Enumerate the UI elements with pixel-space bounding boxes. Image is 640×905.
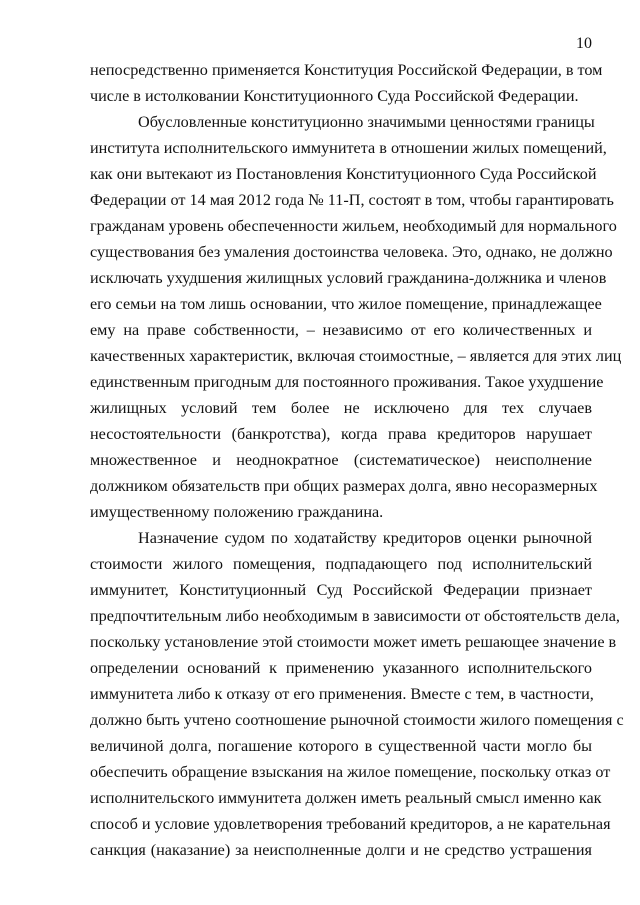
text-line: единственным пригодным для постоянного проживания. Такое ухудшение — [90, 373, 604, 391]
text-line: исключать ухудшения жилищных условий гражданина-должника и членов — [90, 269, 607, 287]
text-line: института исполнительского иммунитета в отношении жилых помещений, — [90, 139, 607, 157]
text-line: стоимости жилого помещения, подпадающего под исполнительский — [90, 555, 592, 573]
text-line: несостоятельности (банкротства), когда права кредиторов нарушает — [90, 425, 592, 443]
text-line: Назначение судом по ходатайству кредиторов оценки рыночной — [138, 529, 592, 547]
page-number: 10 — [576, 35, 592, 52]
text-line: обеспечить обращение взыскания на жилое помещение, поскольку отказ от — [90, 763, 611, 781]
text-line: исполнительского иммунитета должен иметь реальный смысл именно как — [90, 789, 602, 807]
text-line: существования без умаления достоинства человека. Это, однако, не должно — [90, 243, 613, 261]
text-line: Федерации от 14 мая 2012 года № 11-П, состоят в том, чтобы гарантировать — [90, 191, 614, 209]
text-line: гражданам уровень обеспеченности жильем, необходимый для нормального — [90, 217, 617, 235]
text-line: предпочтительным либо необходимым в зависимости от обстоятельств дела, — [90, 607, 620, 625]
text-line: Обусловленные конституционно значимыми ценностями границы — [138, 113, 595, 131]
text-line: иммунитет, Конституционный Суд Российской Федерации признает — [90, 581, 592, 599]
text-line: его семьи на том лишь основании, что жилое помещение, принадлежащее — [90, 295, 602, 313]
text-line: должно быть учтено соотношение рыночной стоимости жилого помещения с — [90, 711, 624, 729]
text-line: имущественному положению гражданина. — [90, 503, 384, 521]
text-line: определении оснований к применению указанного исполнительского — [90, 659, 592, 677]
text-line: величиной долга, погашение которого в существенной части могло бы — [90, 737, 592, 755]
document-body — [90, 57, 624, 863]
text-line: множественное и неоднократное (систематическое) неисполнение — [90, 451, 592, 469]
text-line: числе в истолковании Конституционного Суда Российской Федерации. — [90, 87, 579, 105]
text-line: непосредственно применяется Конституция Российской Федерации, в том — [90, 61, 603, 79]
text-line: ему на праве собственности, – независимо от его количественных и — [90, 321, 592, 339]
text-line: поскольку установление этой стоимости может иметь решающее значение в — [90, 633, 617, 651]
text-line: должником обязательств при общих размерах долга, явно несоразмерных — [90, 477, 598, 495]
text-line: качественных характеристик, включая стоимостные, – является для этих лиц — [90, 347, 622, 365]
text-line: санкция (наказание) за неисполненные долги и не средство устрашения — [90, 841, 592, 859]
text-line: иммунитета либо к отказу от его применения. Вместе с тем, в частности, — [90, 685, 594, 703]
text-line: как они вытекают из Постановления Конституционного Суда Российской — [90, 165, 597, 183]
text-line: жилищных условий тем более не исключено для тех случаев — [90, 399, 592, 417]
text-line: способ и условие удовлетворения требований кредиторов, а не карательная — [90, 815, 611, 833]
